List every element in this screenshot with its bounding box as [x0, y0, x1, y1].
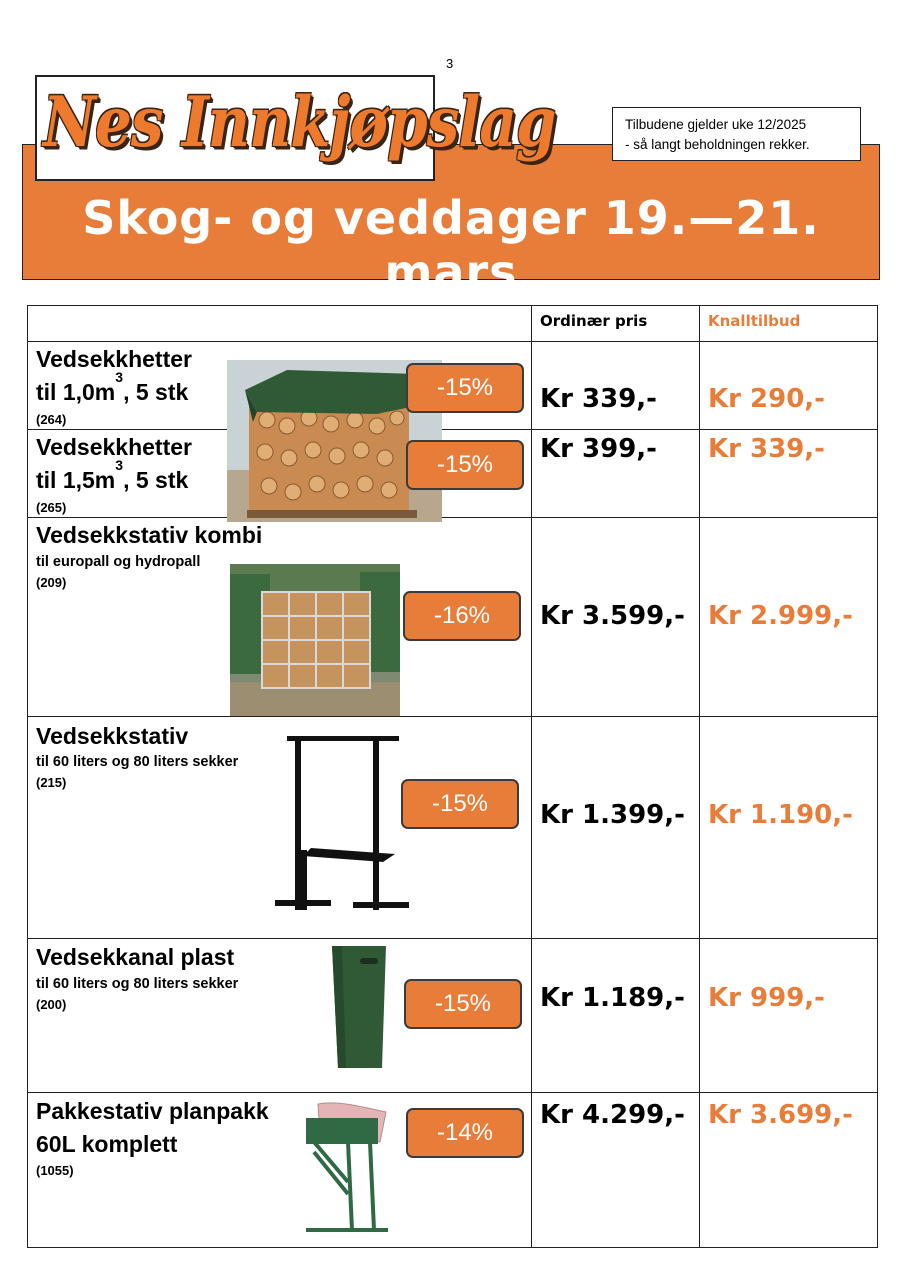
column-divider: [699, 306, 700, 1247]
row-divider: [28, 517, 877, 518]
product-name: Vedsekkhetter: [36, 346, 192, 372]
offer-price: Kr 1.190,-: [708, 800, 853, 830]
discount-badge: -15%: [401, 779, 519, 829]
product-name-line2: 60L komplett: [36, 1131, 178, 1157]
discount-badge: -14%: [406, 1108, 524, 1158]
ordinary-price: Kr 1.399,-: [540, 800, 685, 830]
row-divider: [28, 341, 877, 342]
product-name: Vedsekkanal plast: [36, 944, 235, 970]
discount-badge: -15%: [406, 440, 524, 490]
product-name: Pakkestativ planpakk: [36, 1098, 269, 1124]
validity-line-1: Tilbudene gjelder uke 12/2025: [625, 117, 807, 132]
ordinary-price: Kr 399,-: [540, 434, 657, 464]
header-ordinary-price: Ordinær pris: [540, 312, 648, 330]
offer-price: Kr 2.999,-: [708, 601, 853, 631]
product-name-line2: til $1,0m^3$, 5 stk: [36, 369, 189, 405]
row-divider: [28, 938, 877, 939]
logo-text: Nes Innkjøpslag: [43, 81, 556, 163]
product-name: Vedsekkstativ kombi: [36, 522, 263, 548]
ordinary-price: Kr 339,-: [540, 384, 657, 414]
validity-notice: [612, 107, 861, 161]
offer-price: Kr 999,-: [708, 983, 825, 1013]
ordinary-price: Kr 3.599,-: [540, 601, 685, 631]
banner-title: Skog- og veddager 19.—21. mars: [82, 191, 820, 299]
discount-badge: -15%: [406, 363, 524, 413]
discount-badge: -16%: [403, 591, 521, 641]
product-subtitle: til 60 liters og 80 liters sekker: [36, 754, 239, 770]
wood-bag-rack-photo: [230, 564, 400, 716]
bag-stand-icon: [273, 730, 413, 918]
row-divider: [28, 716, 877, 717]
bag-channel-icon: [328, 942, 392, 1072]
product-subtitle: til 60 liters og 80 liters sekker: [36, 976, 239, 992]
product-code: (209): [36, 575, 67, 590]
product-code: (200): [36, 997, 67, 1012]
column-divider: [531, 306, 532, 1247]
product-code: (265): [36, 500, 67, 515]
validity-line-2: - så langt beholdningen rekker.: [625, 137, 810, 152]
row-divider: [28, 1092, 877, 1093]
product-code: (215): [36, 775, 67, 790]
product-code: (264): [36, 412, 67, 427]
offer-price: Kr 3.699,-: [708, 1100, 853, 1130]
price-table: [27, 305, 878, 1248]
product-code: (1055): [36, 1163, 74, 1178]
product-name: Vedsekkhetter: [36, 434, 192, 460]
offer-price: Kr 339,-: [708, 434, 825, 464]
pack-stand-icon: [300, 1102, 392, 1240]
ordinary-price: Kr 1.189,-: [540, 983, 685, 1013]
offer-price: Kr 290,-: [708, 384, 825, 414]
product-name-line2: til $1,5m^3$, 5 stk: [36, 457, 189, 493]
ordinary-price: Kr 4.299,-: [540, 1100, 685, 1130]
product-name: Vedsekkstativ: [36, 723, 189, 749]
product-subtitle: til europall og hydropall: [36, 554, 201, 570]
row-divider: [28, 429, 877, 430]
page-number: 3: [446, 56, 454, 71]
discount-badge: -15%: [404, 979, 522, 1029]
logo: [35, 75, 556, 181]
header-offer-price: Knalltilbud: [708, 312, 801, 330]
